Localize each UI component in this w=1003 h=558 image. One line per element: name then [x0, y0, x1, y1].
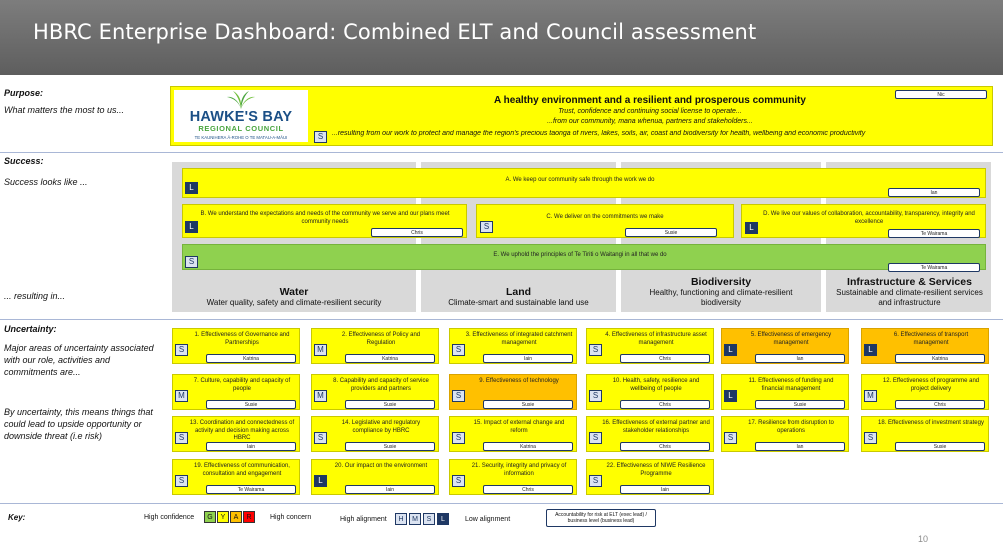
risk-card-owner: Chris [620, 400, 710, 409]
domain-infrastructure [832, 276, 987, 308]
risk-card-alignment-badge: S [724, 432, 737, 444]
key-confidence-a: A [230, 511, 242, 523]
risk-card-owner: Katrina [345, 354, 435, 363]
key-alignment-s: S [423, 513, 435, 525]
risk-card-owner: Chris [620, 442, 710, 451]
risk-card-alignment-badge: S [452, 390, 465, 402]
success-item-e-text: E. We uphold the principles of Te Tiriti o Waitangi in all that we do [493, 252, 667, 258]
domain-infrastructure-subtitle: Sustainable and climate-resilient services and infrastructure [836, 288, 983, 307]
domain-water [172, 286, 416, 308]
risk-card-text: 4. Effectiveness of infrastructure asset management [605, 332, 707, 346]
risk-card-text: 7. Culture, capability and capacity of people [193, 378, 291, 392]
hbrc-logo [174, 90, 308, 142]
success-item-c-text: C. We deliver on the commitments we make [546, 214, 664, 220]
risk-card-owner: Susie [483, 400, 573, 409]
domain-land [421, 286, 616, 308]
success-item-b-owner: Chris [371, 228, 463, 237]
risk-card-alignment-badge: S [175, 475, 188, 487]
risk-card-owner: Susie [755, 400, 845, 409]
risk-card-text: 8. Capability and capacity of service providers and partners [333, 378, 429, 392]
risk-card-text: 14. Legislative and regulatory compliance by HBRC [341, 420, 421, 434]
uncertainty-description-2: By uncertainty, this means things that could lead to upside opportunity or downside threat (i.e risk) [4, 407, 153, 441]
purpose-line2: Trust, confidence and continuing social license to operate... [558, 108, 742, 115]
risk-card-owner: Susie [345, 442, 435, 451]
purpose-line4: ...resulting from our work to protect and manage the region's precious taonga of rivers, lakes, soils, air, coast and biodiversity for health, wellbeing and economic productivity [332, 130, 866, 137]
risk-card-text: 2. Effectiveness of Policy and Regulation [341, 332, 421, 346]
risk-card-text: 13. Coordination and connectedness of activity and decision making across HBRC [189, 420, 295, 441]
purpose-description: What matters the most to us... [4, 105, 125, 115]
risk-card-alignment-badge: S [452, 475, 465, 487]
risk-card-alignment-badge: S [175, 344, 188, 356]
key-alignment-high: High alignment [340, 516, 387, 523]
domain-biodiversity [632, 276, 810, 308]
key-accountability: Accountability for risk at ELT (exec lead) / business level (business lead) [546, 509, 656, 527]
risk-card-owner: Chris [895, 400, 985, 409]
page-number: 10 [918, 534, 929, 544]
risk-card-alignment-badge: S [589, 432, 602, 444]
risk-card-text: 21. Security, integrity and privacy of information [471, 463, 567, 477]
uncertainty-label: Uncertainty: [4, 324, 57, 334]
success-item-a-owner: Ian [888, 188, 980, 197]
success-item-a-text: A. We keep our community safe through the work we do [505, 177, 655, 183]
risk-card-owner: Katrina [895, 354, 985, 363]
risk-card-text: 17. Resilience from disruption to operations [748, 420, 834, 434]
key-alignment-m: M [409, 513, 421, 525]
risk-card-text: 6. Effectiveness of transport management [893, 332, 969, 346]
purpose-line3: ...from our community, mana whenua, partners and stakeholders... [547, 118, 753, 125]
risk-card-text: 3. Effectiveness of integrated catchment management [465, 332, 573, 346]
risk-card-alignment-badge: M [314, 390, 327, 402]
success-item-c-badge: S [480, 221, 493, 233]
purpose-headline: A healthy environment and a resilient and prosperous community [494, 95, 806, 106]
risk-card-text: 9. Effectiveness of technology [479, 378, 559, 384]
risk-card-owner: Iain [206, 442, 296, 451]
purpose-owner: Nic [895, 90, 987, 99]
risk-card-alignment-badge: M [864, 390, 877, 402]
risk-card-owner: Susie [345, 400, 435, 409]
key-confidence-g: G [204, 511, 216, 523]
success-item-d-badge: L [745, 222, 758, 234]
risk-card-alignment-badge: S [589, 390, 602, 402]
success-item-d-owner: Te Wairama [888, 229, 980, 238]
purpose-label: Purpose: [4, 88, 44, 98]
risk-card-text: 11. Effectiveness of funding and financial management [748, 378, 834, 392]
domain-infrastructure-title: Infrastructure & Services [847, 276, 972, 288]
key-alignment-l: L [437, 513, 449, 525]
key-alignment-h: H [395, 513, 407, 525]
title-bar [0, 0, 1003, 75]
risk-card-alignment-badge: S [589, 344, 602, 356]
risk-card-owner: Katrina [206, 354, 296, 363]
success-item-e-badge: S [185, 256, 198, 268]
success-item-b-badge: L [185, 221, 198, 233]
logo-leaves-icon [221, 90, 261, 110]
success-item-a-badge: L [185, 182, 198, 194]
success-item-e-owner: Te Wairama [888, 263, 980, 272]
risk-card-alignment-badge: L [724, 344, 737, 356]
purpose-alignment-badge: S [314, 131, 327, 143]
domain-water-title: Water [279, 286, 309, 298]
risk-card-alignment-badge: S [589, 475, 602, 487]
risk-card-text: 5. Effectiveness of emergency management [750, 332, 832, 346]
divider-2 [0, 319, 1003, 320]
risk-card-alignment-badge: M [175, 390, 188, 402]
risk-card-alignment-badge: S [452, 432, 465, 444]
risk-card-text: 1. Effectiveness of Governance and Partnerships [194, 332, 290, 346]
success-item-c-owner: Susie [625, 228, 717, 237]
risk-card-text: 20. Our impact on the environment [334, 463, 428, 469]
risk-card-owner: Katrina [483, 442, 573, 451]
risk-card-owner: Te Wairama [206, 485, 296, 494]
risk-card-owner: Ian [755, 354, 845, 363]
risk-card-text: 15. Impact of external change and reform [473, 420, 565, 434]
risk-card-alignment-badge: S [864, 432, 877, 444]
domain-biodiversity-subtitle: Healthy, functioning and climate-resilient biodiversity [649, 288, 793, 307]
risk-card-alignment-badge: S [314, 432, 327, 444]
risk-card-owner: Chris [620, 354, 710, 363]
logo-sub: REGIONAL COUNCIL [198, 124, 284, 133]
risk-card-alignment-badge: L [864, 344, 877, 356]
key-confidence-y: Y [217, 511, 229, 523]
risk-card-text: 18. Effectiveness of investment strategy [878, 420, 984, 426]
domain-land-title: Land [505, 286, 532, 298]
divider-1 [0, 152, 1003, 153]
domain-water-subtitle: Water quality, safety and climate-resilient security [206, 298, 382, 307]
success-item-d-text: D. We live our values of collaboration, accountability, transparency, integrity and excellence [763, 211, 975, 225]
risk-card-alignment-badge: S [175, 432, 188, 444]
logo-tagline: TE KAUNIHERA Ā-ROHE O TE MATAU-A-MĀUI [194, 135, 288, 140]
domain-land-subtitle: Climate-smart and sustainable land use [448, 298, 589, 307]
risk-card-owner: Iain [345, 485, 435, 494]
risk-card-alignment-badge: M [314, 344, 327, 356]
risk-card-text: 12. Effectiveness of programme and project delivery [882, 378, 980, 392]
key-confidence-r: R [243, 511, 255, 523]
key-confidence-high: High confidence [144, 514, 195, 521]
success-item-b-text: B. We understand the expectations and needs of the community we serve and our plans meet community needs [200, 211, 450, 225]
risk-card-owner: Chris [483, 485, 573, 494]
risk-card-owner: Iain [620, 485, 710, 494]
success-resulting: ... resulting in... [4, 291, 66, 301]
uncertainty-description: Major areas of uncertainty associated with our role, activities and commitments are... [4, 343, 154, 377]
key-label: Key: [8, 513, 26, 522]
risk-card-text: 10. Health, safety, resilience and wellbeing of people [612, 378, 700, 392]
key-alignment-low: Low alignment [465, 516, 511, 523]
risk-card-text: 19. Effectiveness of communication, consultation and engagement [194, 463, 290, 477]
success-description: Success looks like ... [4, 177, 88, 187]
risk-card-owner: Iain [483, 354, 573, 363]
risk-card-text: 22. Effectiveness of NIWE Resilience Programme [606, 463, 706, 477]
divider-3 [0, 503, 1003, 504]
logo-name: HAWKE'S BAY [189, 109, 293, 125]
page-title: HBRC Enterprise Dashboard: Combined ELT and Council assessment [33, 20, 757, 44]
risk-card-alignment-badge: S [452, 344, 465, 356]
risk-card-text: 16. Effectiveness of external partner and stakeholder relationships [602, 420, 710, 434]
risk-card-owner: Ian [755, 442, 845, 451]
risk-card-alignment-badge: L [314, 475, 327, 487]
success-label: Success: [4, 156, 44, 166]
domain-biodiversity-title: Biodiversity [690, 276, 752, 288]
key-confidence-low: High concern [270, 514, 312, 521]
risk-card-owner: Susie [895, 442, 985, 451]
risk-card-alignment-badge: L [724, 390, 737, 402]
risk-card-owner: Susie [206, 400, 296, 409]
